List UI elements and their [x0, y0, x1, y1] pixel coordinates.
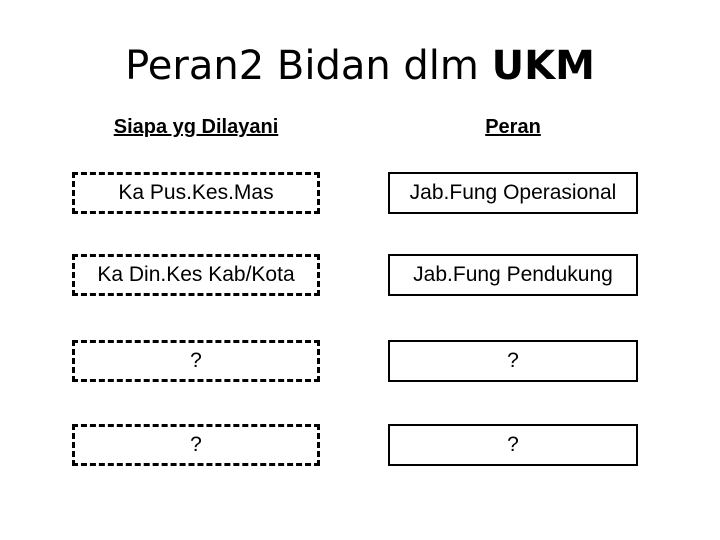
- header-served: Siapa yg Dilayani: [113, 116, 279, 138]
- role-label-4: ?: [507, 433, 519, 456]
- served-label-3: ?: [190, 349, 202, 372]
- role-box-1: [388, 172, 638, 214]
- slide-title: [0, 38, 720, 94]
- served-label-2: Ka Din.Kes Kab/Kota: [97, 263, 295, 286]
- served-label-4: ?: [190, 433, 202, 456]
- role-label-2: Jab.Fung Pendukung: [413, 263, 613, 286]
- role-box-2: [388, 254, 638, 296]
- role-box-4: [388, 424, 638, 466]
- role-label-1: Jab.Fung Operasional: [409, 181, 617, 204]
- served-box-3: [72, 340, 320, 382]
- role-label-3: ?: [507, 349, 519, 372]
- served-label-1: Ka Pus.Kes.Mas: [118, 181, 274, 204]
- served-box-1: [72, 172, 320, 214]
- served-box-4: [72, 424, 320, 466]
- slide-title-regular: Peran2 Bidan dlm: [125, 43, 492, 89]
- slide-title-bold: UKM: [491, 43, 595, 89]
- header-role: Peran: [485, 116, 541, 138]
- served-box-2: [72, 254, 320, 296]
- role-box-3: [388, 340, 638, 382]
